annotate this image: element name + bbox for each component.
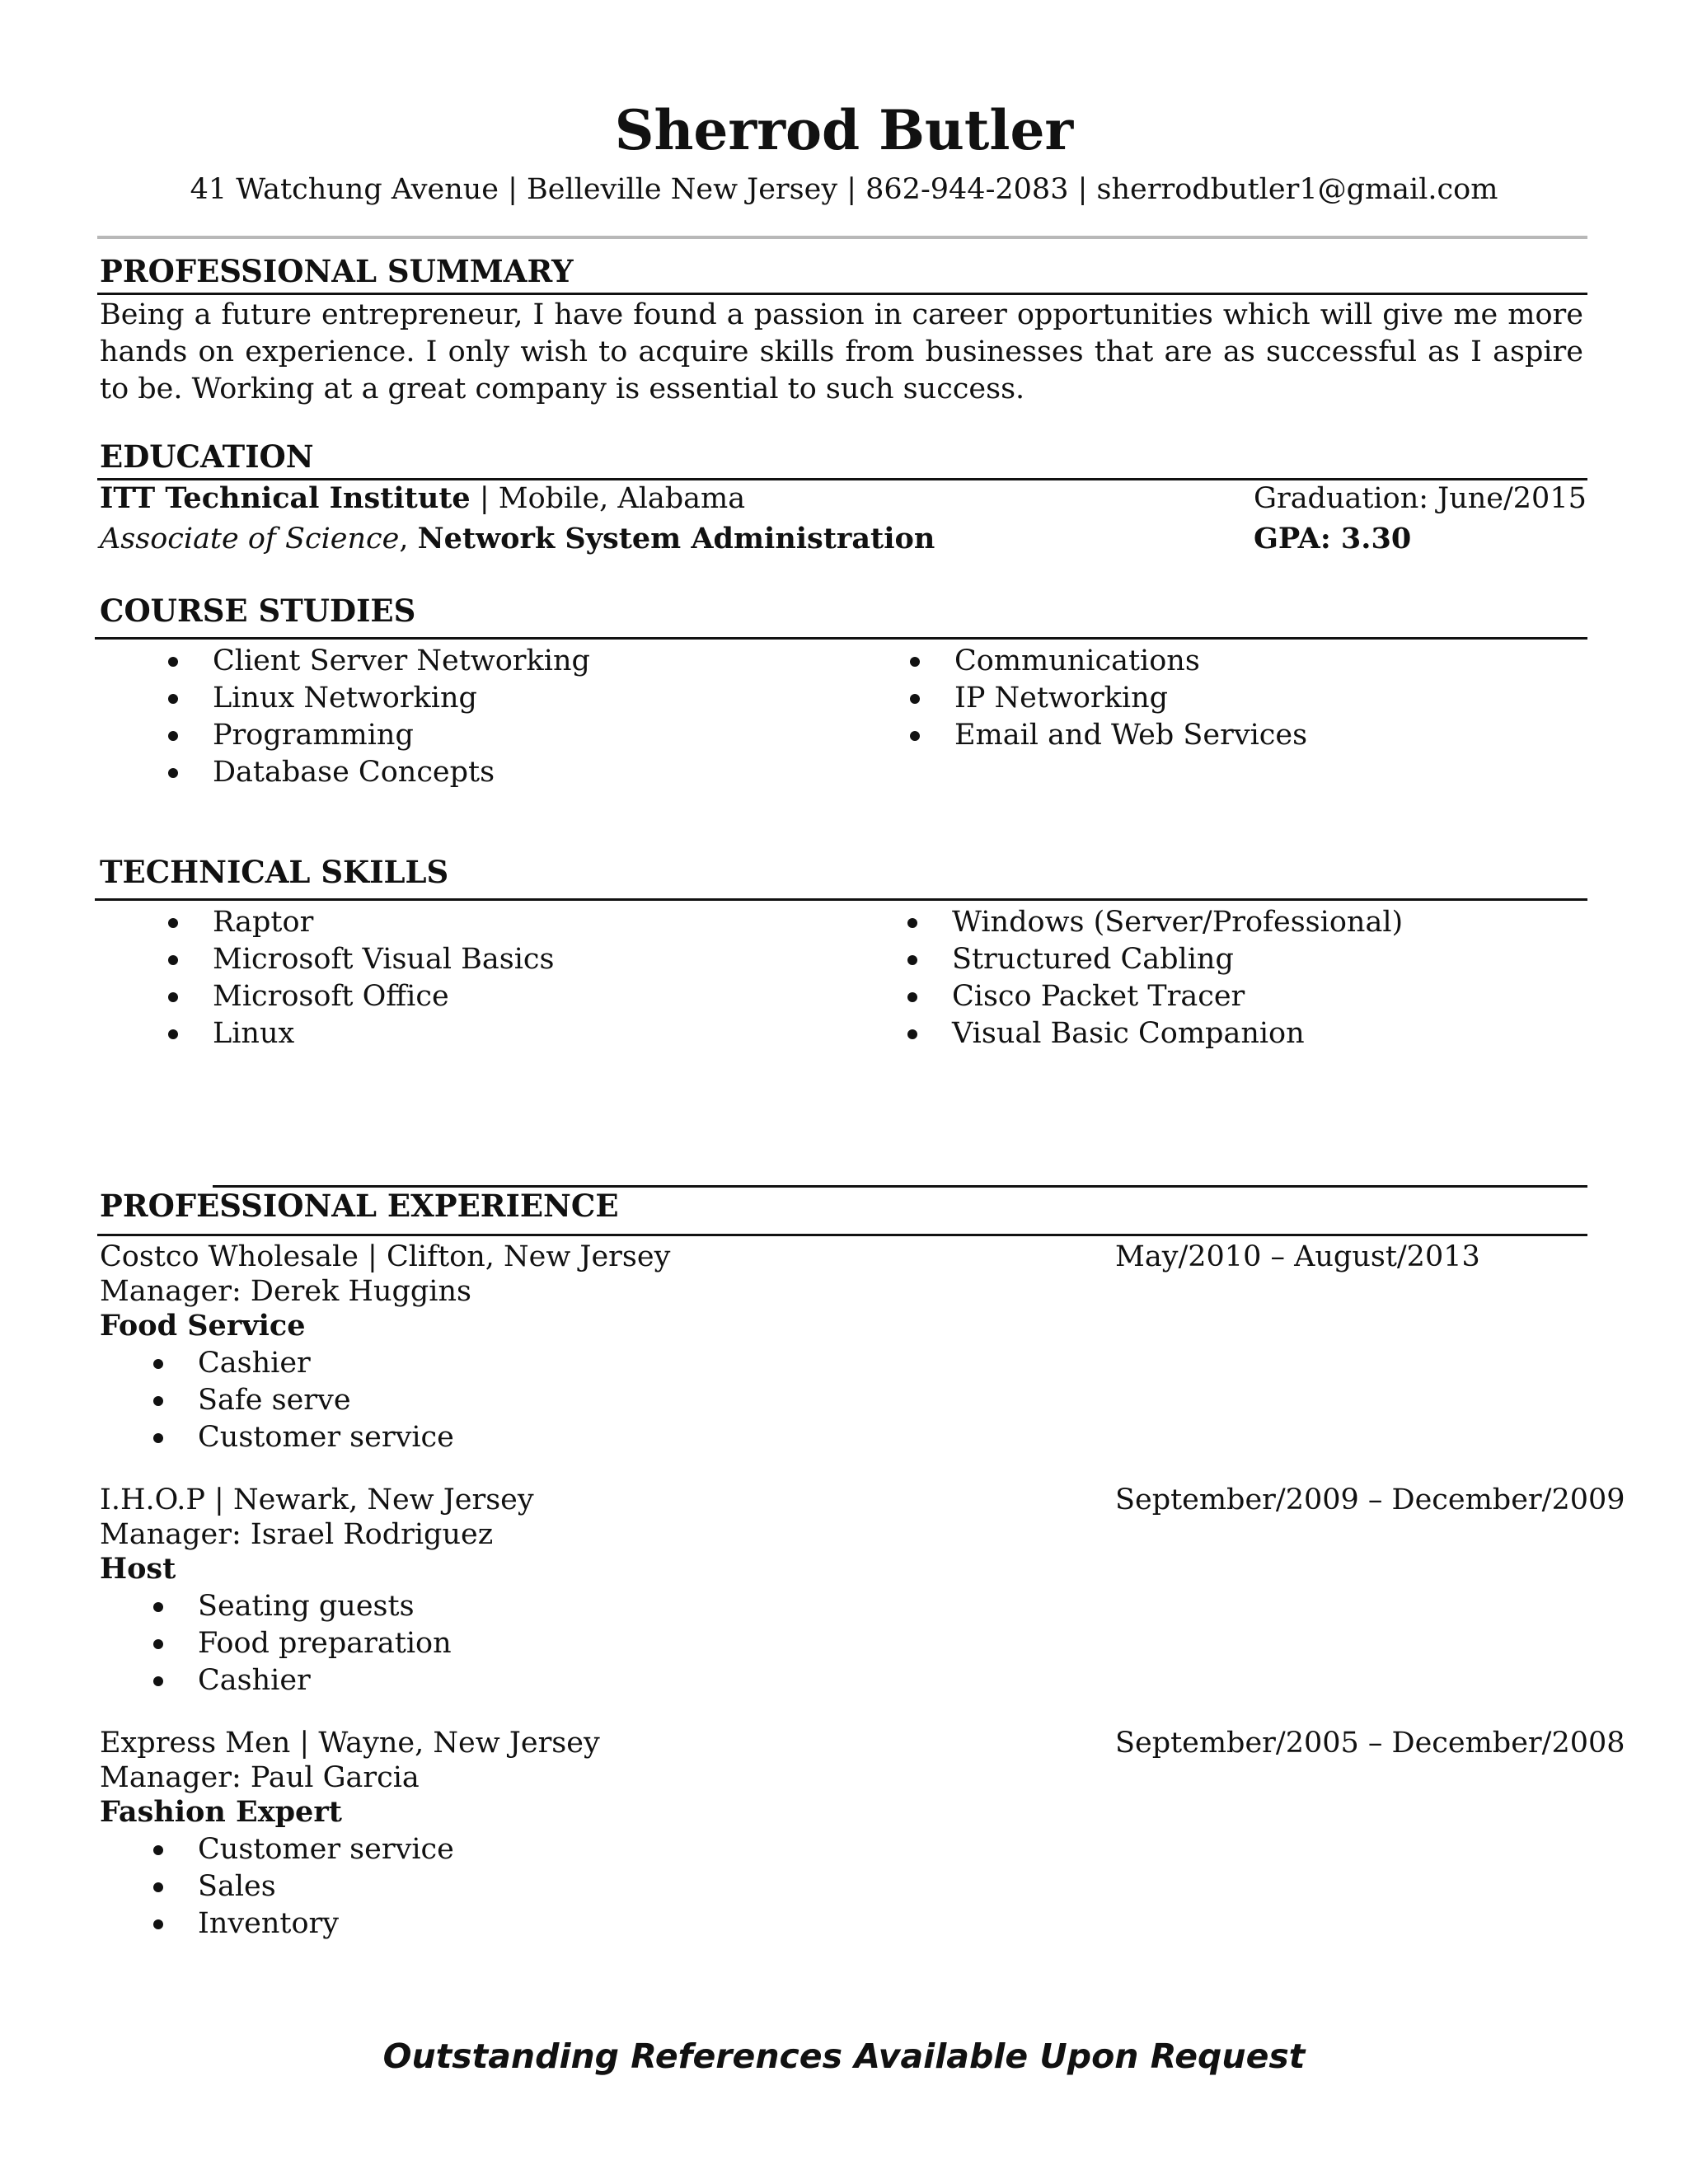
list-item-text: Food preparation [198, 1627, 452, 1660]
skills-left-list [213, 904, 554, 1052]
list-item-text: Microsoft Office [213, 980, 449, 1013]
education-heading: EDUCATION [100, 438, 314, 475]
job-duties-list [198, 1831, 454, 1943]
bullet-icon [910, 657, 920, 667]
bullet-icon [153, 1845, 163, 1855]
list-item-text: Visual Basic Companion [952, 1017, 1305, 1050]
bullet-icon [168, 992, 178, 1002]
list-item [952, 1015, 1403, 1052]
list-item [954, 643, 1307, 680]
experience-rule [97, 1234, 1587, 1236]
experience-heading: PROFESSIONAL EXPERIENCE [100, 1188, 619, 1224]
bullet-icon [907, 955, 917, 965]
bullet-icon [910, 694, 920, 704]
bullet-icon [168, 768, 178, 778]
bullet-icon [153, 1602, 163, 1612]
candidate-name: Sherrod Butler [614, 98, 1074, 162]
list-item-text: Linux Networking [213, 682, 477, 715]
list-item [213, 904, 554, 941]
list-item [213, 680, 590, 717]
list-item [213, 978, 554, 1015]
list-item-text: Communications [954, 644, 1200, 677]
skills-heading: TECHNICAL SKILLS [100, 854, 449, 890]
list-item-text: Customer service [198, 1833, 454, 1866]
school-location: | Mobile, Alabama [470, 482, 746, 515]
skills-rule [95, 898, 1587, 901]
list-item-text: Safe serve [198, 1384, 351, 1417]
list-item [198, 1662, 452, 1699]
bullet-icon [153, 1639, 163, 1649]
bullet-icon [153, 1882, 163, 1892]
list-item [952, 941, 1403, 978]
bullet-icon [168, 731, 178, 741]
references-note: Outstanding References Available Upon Request [382, 2036, 1306, 2076]
list-item [952, 904, 1403, 941]
list-item-text: Cashier [198, 1664, 311, 1697]
list-item-text: IP Networking [954, 682, 1169, 715]
list-item [952, 978, 1403, 1015]
list-item [198, 1419, 454, 1456]
job-title: Host [100, 1552, 176, 1586]
job-title: Food Service [100, 1309, 306, 1343]
list-item-text: Database Concepts [213, 756, 495, 789]
list-item-text: Windows (Server/Professional) [952, 906, 1404, 939]
list-item [198, 1382, 454, 1419]
courses-rule [95, 637, 1587, 640]
list-item-text: Seating guests [198, 1590, 415, 1623]
bullet-icon [153, 1359, 163, 1369]
bullet-icon [168, 955, 178, 965]
job-dates: May/2010 – August/2013 [1115, 1240, 1480, 1273]
education-degree-line [100, 521, 935, 557]
job-duties-list [198, 1588, 452, 1699]
job-dates: September/2005 – December/2008 [1115, 1727, 1625, 1760]
list-item [198, 1625, 452, 1662]
bullet-icon [907, 1029, 917, 1039]
education-school-line [100, 480, 745, 517]
job-employer: I.H.O.P | Newark, New Jersey [100, 1483, 534, 1516]
summary-heading: PROFESSIONAL SUMMARY [100, 253, 574, 289]
courses-left-list [213, 643, 590, 791]
list-item [954, 680, 1307, 717]
list-item-text: Linux [213, 1017, 295, 1050]
job-manager: Manager: Paul Garcia [100, 1761, 420, 1794]
list-item-text: Cashier [198, 1347, 311, 1380]
job-manager: Manager: Derek Huggins [100, 1275, 472, 1308]
list-item [198, 1345, 454, 1382]
summary-text: Being a future entrepreneur, I have found a passion in career opportunities which will give me more hands on experience. I only wish to acquire skills from businesses that are as successful as I aspire to be. Working at a great company is essential to such success. [100, 298, 1583, 405]
list-item-text: Microsoft Visual Basics [213, 943, 555, 976]
job-employer: Express Men | Wayne, New Jersey [100, 1727, 600, 1760]
major: Network System Administration [417, 522, 935, 555]
list-item-text: Inventory [198, 1907, 340, 1940]
list-item-text: Sales [198, 1870, 276, 1903]
degree: Associate of Science [100, 523, 400, 555]
list-item [198, 1831, 454, 1868]
list-item-text: Raptor [213, 906, 314, 939]
list-item-text: Structured Cabling [952, 943, 1234, 976]
job-manager: Manager: Israel Rodriguez [100, 1518, 494, 1551]
list-item [954, 717, 1307, 754]
list-item-text: Cisco Packet Tracer [952, 980, 1245, 1013]
list-item [198, 1905, 454, 1943]
bullet-icon [153, 1676, 163, 1686]
list-item [198, 1868, 454, 1905]
list-item-text: Client Server Networking [213, 644, 590, 677]
bullet-icon [153, 1396, 163, 1406]
list-item [213, 717, 590, 754]
list-item [213, 941, 554, 978]
job-duties-list [198, 1345, 454, 1456]
list-item-text: Programming [213, 719, 414, 752]
bullet-icon [907, 992, 917, 1002]
list-item-text: Customer service [198, 1421, 454, 1454]
list-item [213, 643, 590, 680]
bullet-icon [907, 918, 917, 928]
header-divider [97, 236, 1587, 239]
bullet-icon [153, 1433, 163, 1443]
bullet-icon [910, 731, 920, 741]
bullet-icon [168, 918, 178, 928]
list-item-text: Email and Web Services [954, 719, 1308, 752]
contact-line: 41 Watchung Avenue | Belleville New Jersey | 862-944-2083 | sherrodbutler1@gmail.com [190, 173, 1498, 206]
skills-right-list [952, 904, 1403, 1052]
job-employer: Costco Wholesale | Clifton, New Jersey [100, 1240, 671, 1273]
bullet-icon [168, 1029, 178, 1039]
courses-heading: COURSE STUDIES [100, 593, 416, 629]
list-item [213, 1015, 554, 1052]
bullet-icon [168, 694, 178, 704]
job-title: Fashion Expert [100, 1795, 342, 1829]
school-name: ITT Technical Institute [100, 481, 471, 515]
summary-rule [97, 293, 1587, 295]
list-item [213, 754, 590, 791]
bullet-icon [168, 657, 178, 667]
gpa: GPA: 3.30 [1254, 522, 1412, 555]
graduation-date: Graduation: June/2015 [1254, 482, 1587, 515]
courses-right-list [954, 643, 1307, 754]
job-dates: September/2009 – December/2009 [1115, 1483, 1625, 1516]
bullet-icon [153, 1919, 163, 1929]
list-item [198, 1588, 452, 1625]
degree-separator: , [399, 523, 418, 555]
